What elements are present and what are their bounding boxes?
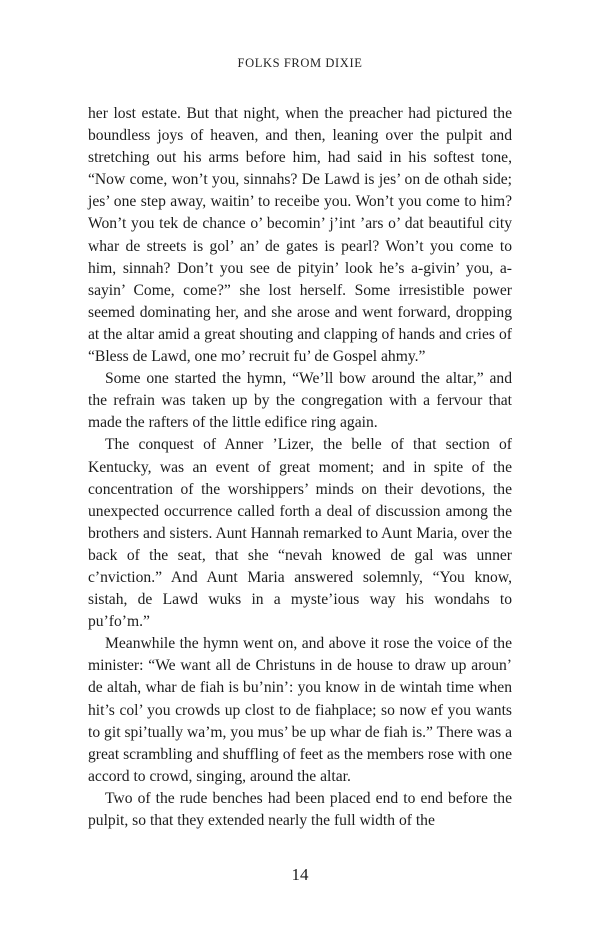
page-number: 14: [291, 865, 309, 884]
running-header: FOLKS FROM DIXIE: [237, 56, 363, 70]
paragraph: The conquest of Anner ’Lizer, the belle of that section of Kentucky, was an event of great moment; and in spite of the concentration of the worshippers’ minds on their devotions, the unexpected occurrence called forth a deal of discussion among the brothers and sisters. Aunt Hannah remarked to Aunt Maria, over the back of the seat, that she “nevah knowed de gal was unner c’nviction.” And Aunt Maria answered solemnly, “You know, sistah, de Lawd wuks in a myste’ious way his wondahs to pu’fo’m.”: [88, 436, 512, 631]
paragraph: Some one started the hymn, “We’ll bow around the altar,” and the refrain was taken up by the congregation with a fervour that made the rafters of the little edifice ring again.: [88, 370, 512, 432]
paragraph: Two of the rude benches had been placed end to end before the pulpit, so that they extended nearly the full width of the: [88, 789, 512, 829]
paragraph: Meanwhile the hymn went on, and above it rose the voice of the minister: “We want all de Christuns in de house to draw up aroun’ de altah, whar de fiah is bu’nin’: you know in de wintah time when hit’s col’ you crowds up clost to de fiahplace; so now ef you wants to git spi’tually wa’m, you mus’ be up whar de fiah is.” There was a great scrambling and shuffling of feet as the members rose with one accord to crowd, singing, around the altar.: [88, 635, 512, 785]
body-text: [88, 103, 512, 832]
paragraph-continued: her lost estate. But that night, when the preacher had pictured the boundless joys of heaven, and then, leaning over the pulpit and stretching out his arms before him, had said in his softest tone, “Now come, won’t you, sinnahs? De Lawd is jes’ on de othah side; jes’ one step away, waitin’ to receibe you. Won’t you come to him? Won’t you tek de chance o’ becomin’ j’int ’ars o’ dat beautiful city whar de streets is gol’ an’ de gates is pearl? Won’t you come to him, sinnah? Don’t you see de pityin’ look he’s a-givin’ you, a-sayin’ Come, come?” she lost herself. Some irresistible power seemed dominating her, and she arose and went forward, dropping at the altar amid a great shouting and clapping of hands and cries of “Bless de Lawd, one mo’ recruit fu’ de Gospel ahmy.”: [88, 105, 512, 366]
